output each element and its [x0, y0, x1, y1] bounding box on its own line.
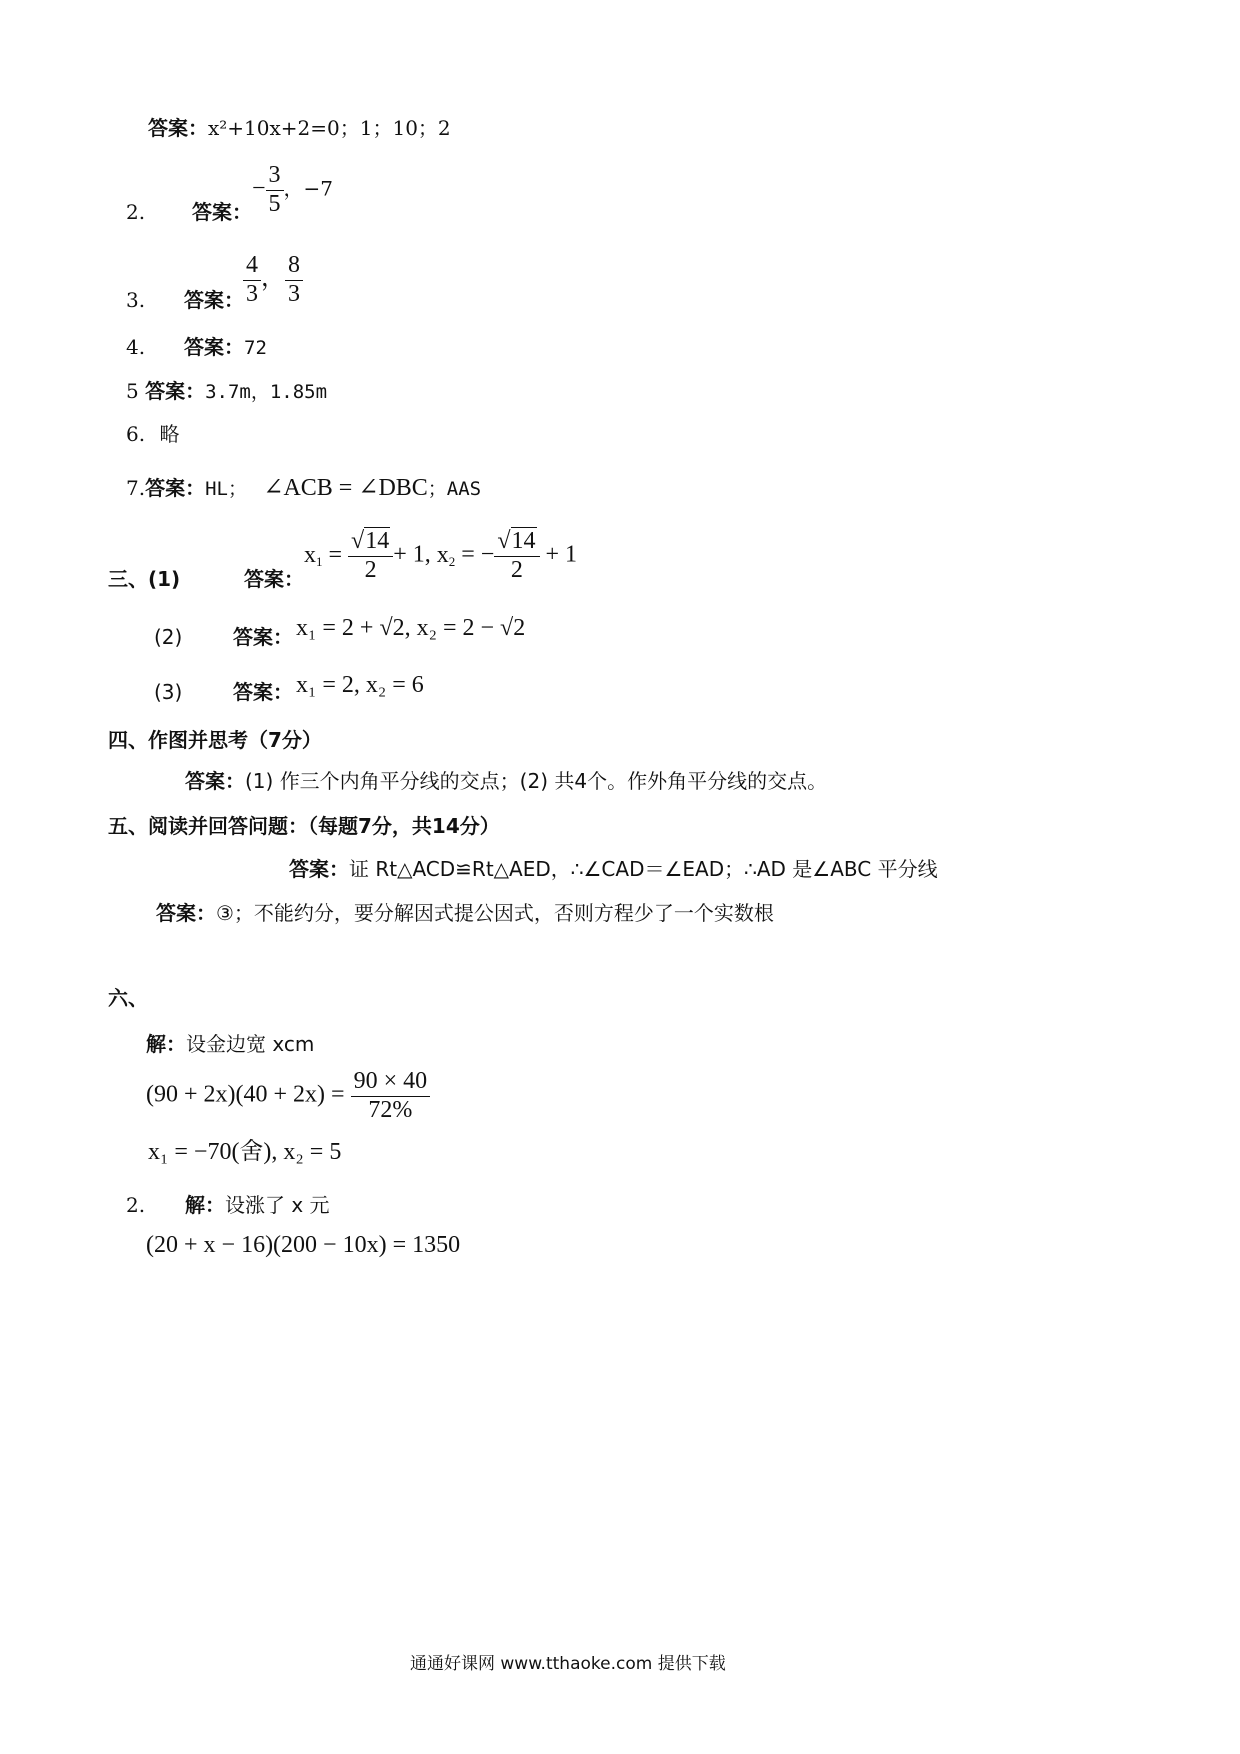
q7-number: 7. [126, 476, 146, 500]
section3-heading: 三、(1) [108, 567, 181, 591]
section6-p2-setup: 设涨了 x 元 [225, 1193, 330, 1217]
q5-answer: 3.7m，1.85m [205, 381, 328, 403]
q7-line: 7.答案：HL； ∠ACB = ∠DBC；AAS [126, 475, 482, 501]
section4-answer-line: 答案：(1) 作三个内角平分线的交点；(2) 共4个。作外角平分线的交点。 [185, 769, 828, 793]
section5-answer-1: 证 Rt△ACD≌Rt△AED，∴∠CAD＝∠EAD；∴AD 是∠ABC 平分线 [349, 857, 938, 881]
section6-p2-setup-line: 解：设涨了 x 元 [185, 1193, 330, 1217]
section6-p1-setup: 设金边宽 xcm [186, 1032, 315, 1056]
q6-number: 6. [126, 422, 146, 446]
q2-fraction: $\frac{3}{5}$ [266, 162, 284, 218]
q1-line [148, 118, 451, 138]
q2-number: 2. [126, 200, 146, 224]
q2-label: 答案： [192, 200, 252, 224]
q1-answer: x²+10x+2=0；1；10；2 [208, 116, 451, 140]
section4-heading: 四、作图并思考（7分） [108, 728, 322, 752]
section3-sub2-label: (2) [154, 625, 183, 649]
q3-number: 3. [126, 288, 146, 312]
section6-p2-equation: (20 + x − 16)(200 − 10x) = 1350 [146, 1232, 461, 1258]
sqrt14-fraction-2: $\frac{√14}{2}$ [494, 528, 539, 584]
section5-answer2-line: 答案：③；不能约分，要分解因式提公因式，否则方程少了一个实数根 [156, 901, 774, 925]
footer-credit: 通通好课网 www.tthaoke.com 提供下载 [410, 1654, 726, 1674]
section6-p1-setup-line: 解：设金边宽 xcm [146, 1032, 315, 1056]
q3-fraction-2: $\frac{8}{3}$ [285, 252, 303, 308]
q4-number: 4. [126, 335, 146, 359]
q4-line: 答案：72 [184, 335, 267, 359]
section3-sub3-label: (3) [154, 680, 183, 704]
section3-eq1: $x_1$ = $\frac{√14}{2}$ + 1, $x_2$ = − $\frac{√14}{2}$ + 1 [304, 528, 578, 583]
q7-angle-equation: ∠ACB = ∠DBC [263, 475, 428, 501]
q2-answer: − $\frac{3}{5}$ ，−7 [252, 162, 334, 217]
section3-label-2: 答案： [233, 625, 293, 649]
answer-label: 答案： [148, 116, 208, 140]
section6-heading: 六、 [108, 986, 148, 1010]
q4-answer: 72 [244, 337, 267, 359]
q5-number: 5 [126, 379, 139, 403]
section4-answer: (1) 作三个内角平分线的交点；(2) 共4个。作外角平分线的交点。 [245, 769, 828, 793]
q3-fraction-1: $\frac{4}{3}$ [243, 252, 261, 308]
section3-eq3: x₁ = 2, x₂ = 6 [296, 672, 424, 698]
section6-p1-result: x₁ = −70(舍), x₂ = 5 [148, 1139, 342, 1165]
section5-answer1-line: 答案：证 Rt△ACD≌Rt△AED，∴∠CAD＝∠EAD；∴AD 是∠ABC 平分线 [289, 857, 938, 881]
section6-p1-fraction: $\frac{90 \times 40}{72\%}$ [351, 1068, 431, 1124]
section3-eq2: x₁ = 2 + √2, x₂ = 2 − √2 [296, 615, 526, 641]
sqrt14-fraction-1: $\frac{√14}{2}$ [348, 528, 393, 584]
section3-label-3: 答案： [233, 680, 293, 704]
section3-label-1: 答案： [244, 567, 304, 591]
q6-line [126, 424, 179, 444]
section5-answer-2: ③；不能约分，要分解因式提公因式，否则方程少了一个实数根 [216, 901, 774, 925]
q5-line: 5 答案：3.7m，1.85m [126, 379, 328, 403]
section6-p2-number: 2. [126, 1193, 146, 1217]
q6-answer: 略 [159, 422, 180, 446]
section5-heading: 五、阅读并回答问题：（每题7分，共14分） [108, 814, 500, 838]
q3-label: 答案： [184, 288, 244, 312]
section6-p1-equation: (90 + 2x)(40 + 2x) = $\frac{90 \times 40}{72\%}$ [146, 1068, 430, 1124]
q3-answer: $\frac{4}{3}$ ， $\frac{8}{3}$ [243, 252, 303, 308]
